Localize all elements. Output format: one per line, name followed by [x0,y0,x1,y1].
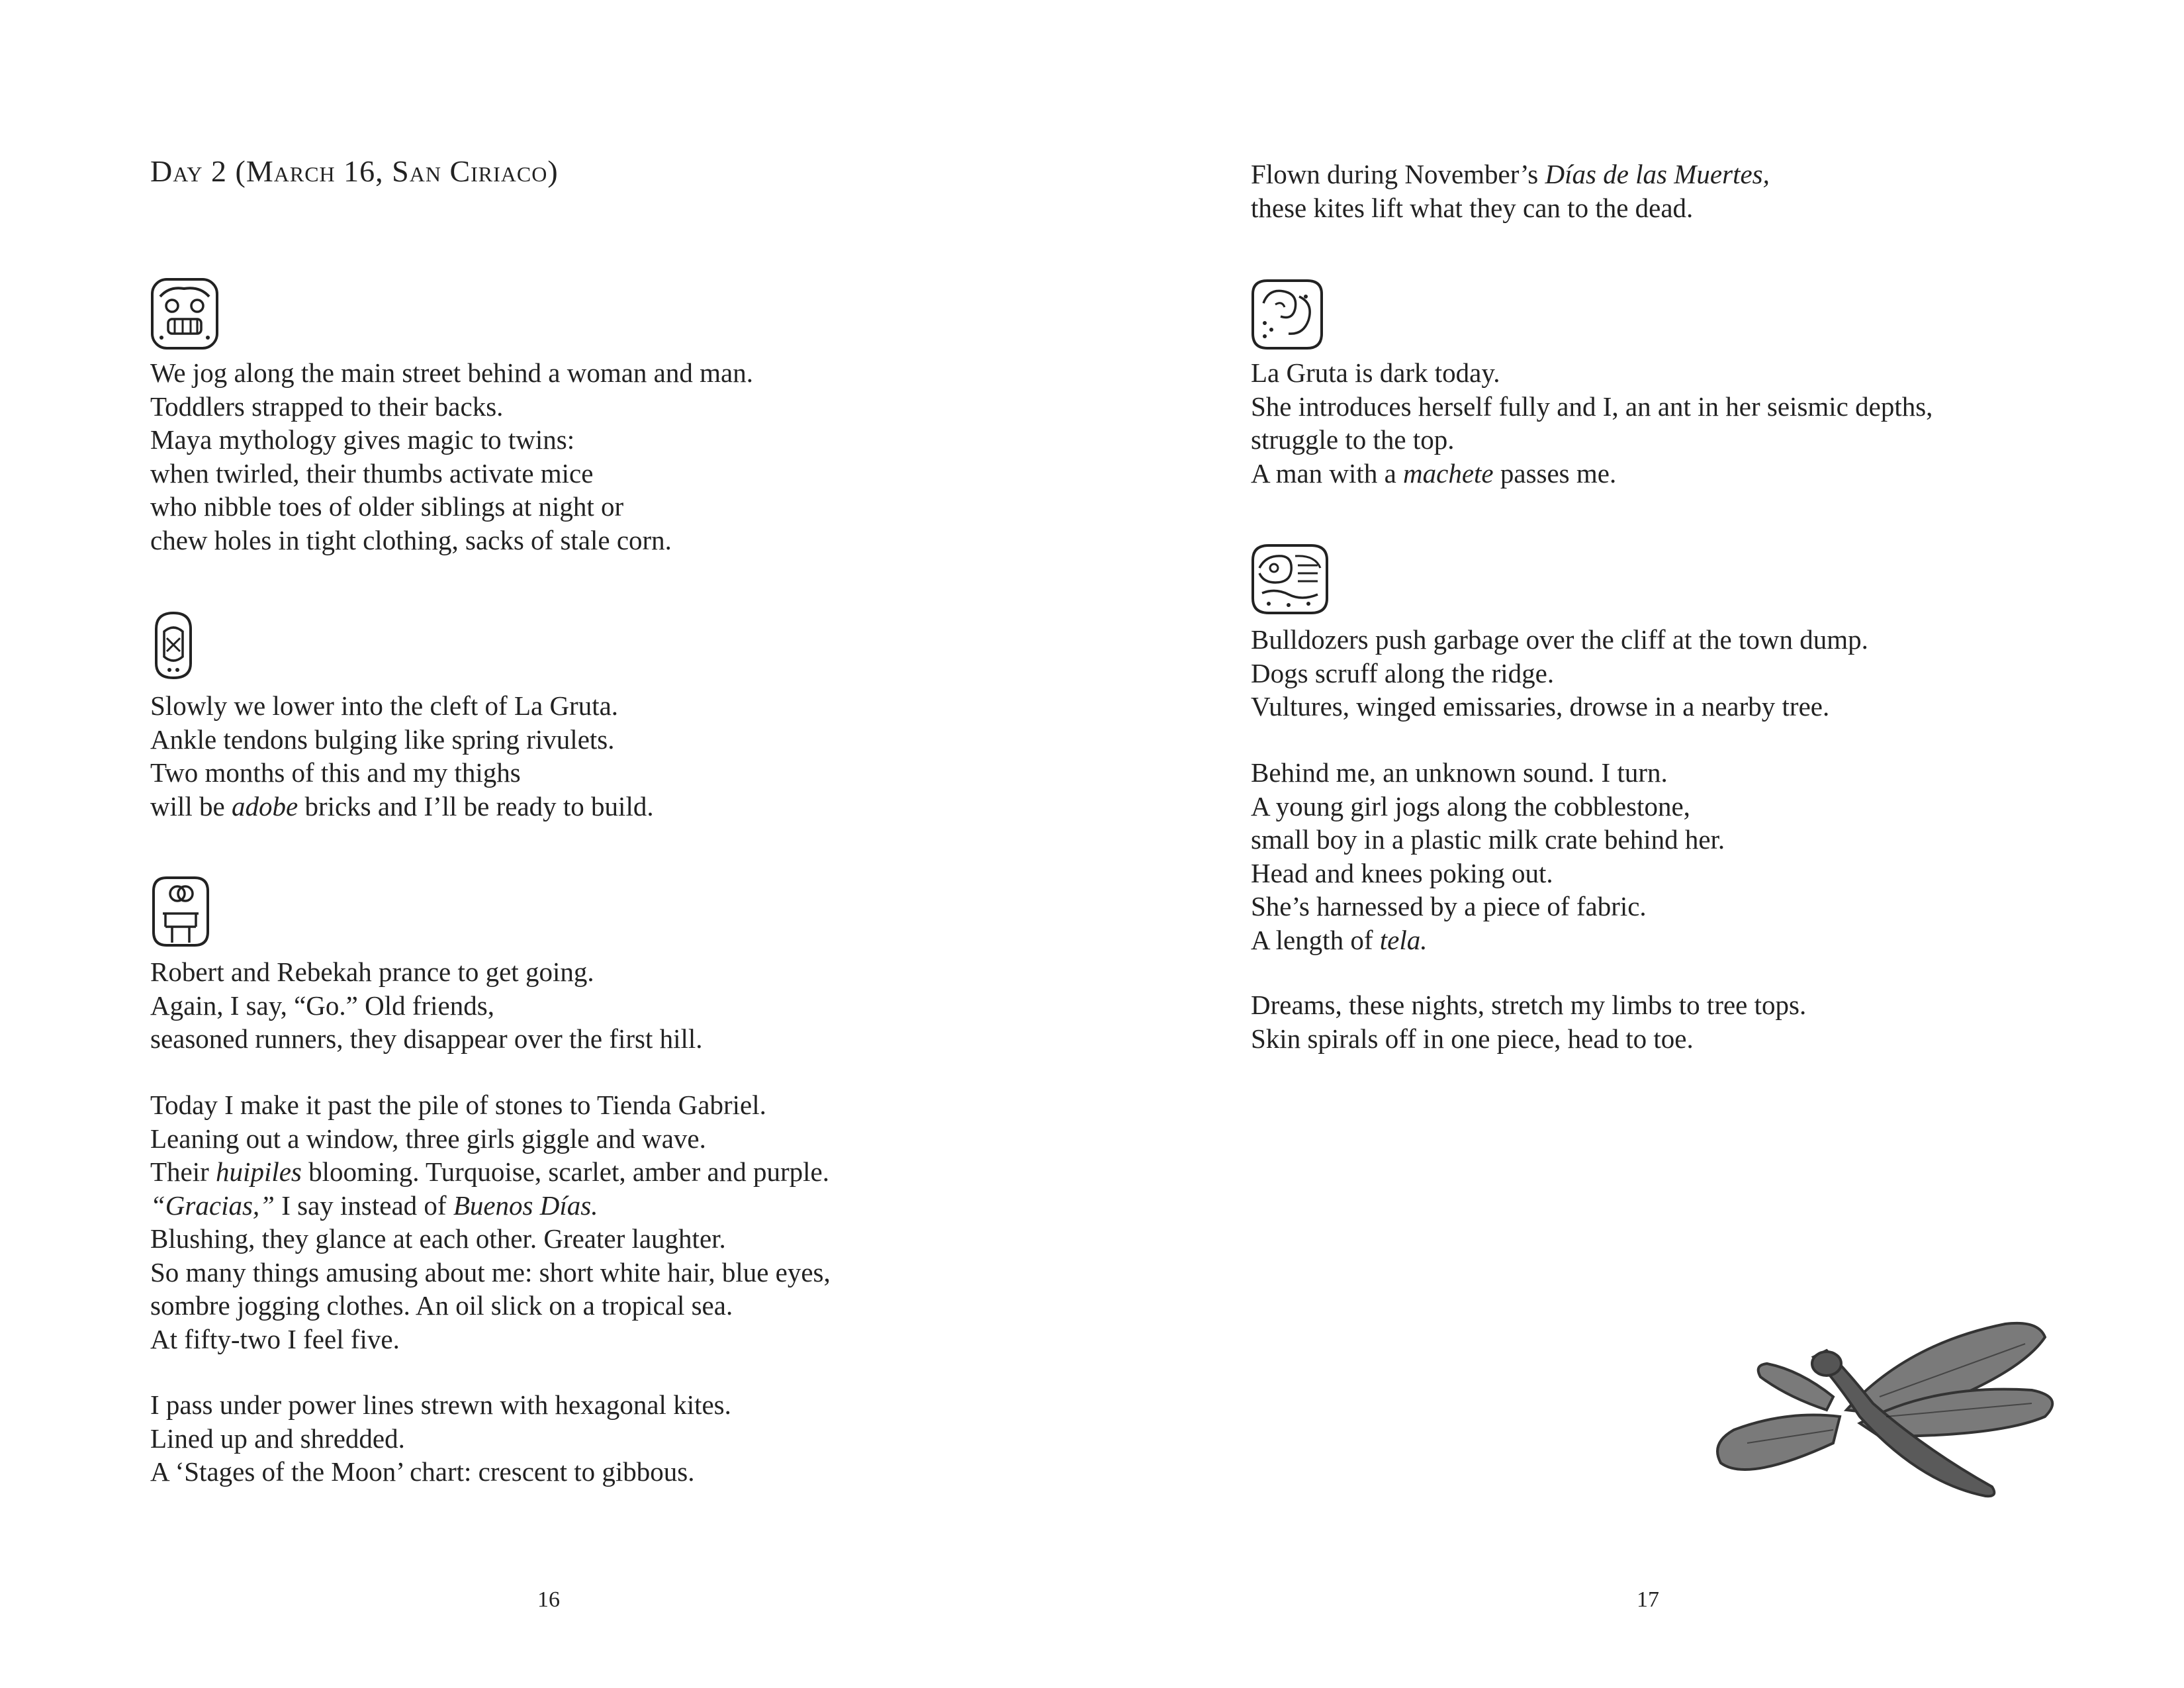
heading-day-number: 2 ( [203,154,246,188]
poem-line: sombre jogging clothes. An oil slick on a tropical sea. [150,1290,733,1321]
maya-glyph-icon [1249,277,1326,352]
poem-line: Vultures, winged emissaries, drowse in a nearby tree. [1251,691,1830,722]
heading-day-word: Day [150,154,203,188]
heading-date: 16, [335,154,392,188]
heading-month: March [246,154,336,188]
poem-text: will be [150,790,232,821]
poem-line: who nibble toes of older siblings at night or [150,491,624,522]
poem-line: A young girl jogs along the cobblestone, [1251,790,1690,821]
poem-line: At fifty-two I feel five. [150,1323,400,1354]
poem-line: struggle to the top. [1251,424,1455,455]
poem-line: Again, I say, “Go.” Old friends, [150,990,494,1021]
poem-line: chew holes in tight clothing, sacks of stale corn. [150,524,672,555]
poem-text: blooming. Turquoise, scarlet, amber and purple. [301,1156,829,1187]
maya-glyph-icon [150,609,197,682]
poem-text: Their [150,1156,216,1187]
poem-line: Lined up and shredded. [150,1423,405,1454]
poem-line: these kites lift what they can to the dead. [1251,192,1694,223]
poem-text: passes me. [1493,457,1617,489]
poem-line: Two months of this and my thighs [150,757,521,788]
poem-line: So many things amusing about me: short white hair, blue eyes, [150,1256,831,1288]
poem-line: We jog along the main street behind a woman and man. [150,357,753,388]
poem-line: Leaning out a window, three girls giggle and wave. [150,1123,706,1154]
stanza-2 [150,689,654,823]
poem-line: small boy in a plastic milk crate behind her. [1251,824,1725,855]
poem-line [150,1155,831,1189]
poem-line: La Gruta is dark today. [1251,357,1500,388]
stanza-3 [1251,623,1868,724]
poem-italic: Días de las Muertes, [1545,159,1770,189]
poem-line [1251,923,1725,957]
poem-line: Today I make it past the pile of stones to Tienda Gabriel. [150,1090,766,1120]
poem-line: She introduces herself fully and I, an ant in her seismic depths, [1251,391,1933,422]
stanza-5 [1251,988,1806,1055]
right-page [1092,0,2184,1688]
day-heading [150,154,559,189]
page-number: 16 [537,1587,560,1612]
poem-italic: adobe [231,790,298,821]
poem-line: Dreams, these nights, stretch my limbs to tree tops. [1251,990,1807,1020]
dragonfly-stamp-icon [1707,1317,2078,1506]
poem-line: Dogs scruff along the ridge. [1251,657,1555,688]
poem-text: A man with a [1251,457,1404,489]
stanza-2 [1251,356,1933,490]
poem-italic: “Gracias,” [150,1190,275,1221]
stanza-5 [150,1388,731,1489]
poem-line: I pass under power lines strewn with hexagonal kites. [150,1389,731,1420]
stanza-1 [150,356,753,557]
poem-text: A length of [1251,924,1380,955]
poem-line: when twirled, their thumbs activate mice [150,457,594,489]
heading-saint: San Ciriaco [392,154,548,188]
stanza-4 [1251,756,1725,957]
poem-line [150,790,654,823]
heading-close: ) [547,154,559,188]
poem-line: Head and knees poking out. [1251,857,1553,888]
poem-line: seasoned runners, they disappear over the first hill. [150,1023,703,1054]
maya-glyph-icon [1249,541,1331,617]
poem-line: Slowly we lower into the cleft of La Gruta. [150,690,619,721]
poem-italic: Buenos Días. [453,1190,598,1221]
poem-line: Skin spirals off in one piece, head to toe. [1251,1023,1694,1054]
poem-line: Ankle tendons bulging like spring rivulets. [150,724,615,755]
poem-line: Maya mythology gives magic to twins: [150,424,575,455]
stanza-4 [150,1088,831,1356]
poem-line: A ‘Stages of the Moon’ chart: crescent to gibbous. [150,1456,695,1487]
poem-line: Blushing, they glance at each other. Greater laughter. [150,1223,726,1254]
poem-line [150,1189,831,1223]
maya-glyph-icon [150,277,220,351]
poem-line: Behind me, an unknown sound. I turn. [1251,757,1668,788]
poem-italic: huipiles [216,1156,302,1187]
poem-text: bricks and I’ll be ready to build. [298,790,654,821]
poem-italic: machete [1403,457,1494,489]
poem-line [1251,158,1770,191]
poem-line: Robert and Rebekah prance to get going. [150,957,594,987]
poem-line: She’s harnessed by a piece of fabric. [1251,891,1647,921]
poem-text: Flown during November’s [1251,159,1545,189]
poem-line: Toddlers strapped to their backs. [150,391,504,422]
poem-italic: tela. [1379,924,1428,955]
stanza-3 [150,955,703,1056]
stanza-1 [1251,158,1770,224]
poem-line [1251,457,1933,491]
poem-text: I say instead of [274,1190,453,1221]
maya-glyph-icon [150,874,212,949]
poem-line: Bulldozers push garbage over the cliff at the town dump. [1251,624,1868,655]
page-number: 17 [1637,1587,1659,1612]
